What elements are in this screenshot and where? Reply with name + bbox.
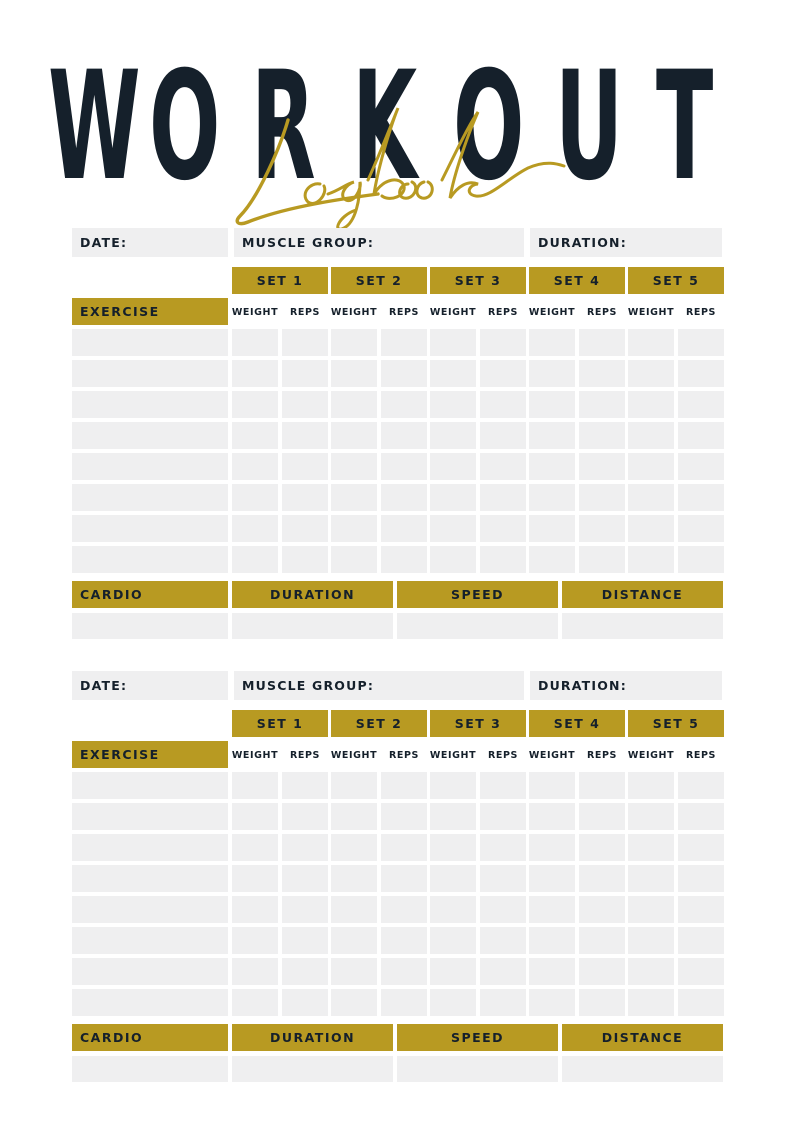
reps-cell[interactable] <box>678 422 724 449</box>
weight-column-label: WEIGHT <box>528 306 576 318</box>
weight-cell[interactable] <box>430 453 476 480</box>
reps-column-label: REPS <box>586 749 617 761</box>
reps-cell[interactable] <box>381 484 427 511</box>
weight-cell[interactable] <box>331 484 377 511</box>
reps-cell[interactable] <box>282 896 328 923</box>
weight-cell[interactable] <box>331 515 377 542</box>
cardio-distance-cell[interactable] <box>562 613 723 639</box>
reps-cell[interactable] <box>678 834 724 861</box>
weight-cell[interactable] <box>232 515 278 542</box>
weight-cell[interactable] <box>529 453 575 480</box>
set-header: SET 5 <box>628 710 724 737</box>
reps-cell[interactable] <box>480 515 526 542</box>
reps-column-label: REPS <box>685 306 716 318</box>
reps-cell[interactable] <box>381 896 427 923</box>
weight-cell[interactable] <box>430 865 476 892</box>
reps-cell[interactable] <box>579 989 625 1016</box>
duration-label: DURATION: <box>538 678 627 693</box>
cardio-duration-header: DURATION <box>232 581 393 608</box>
reps-cell[interactable] <box>282 329 328 356</box>
weight-column-label: WEIGHT <box>627 749 675 761</box>
weight-cell[interactable] <box>331 391 377 418</box>
reps-cell[interactable] <box>381 515 427 542</box>
weight-cell[interactable] <box>628 453 674 480</box>
weight-cell[interactable] <box>628 515 674 542</box>
reps-cell[interactable] <box>282 834 328 861</box>
weight-cell[interactable] <box>529 865 575 892</box>
reps-cell[interactable] <box>678 803 724 830</box>
reps-column-label: REPS <box>388 306 419 318</box>
reps-cell[interactable] <box>282 927 328 954</box>
reps-column-label: REPS <box>388 749 419 761</box>
cardio-duration-cell[interactable] <box>232 613 393 639</box>
reps-cell[interactable] <box>381 803 427 830</box>
weight-cell[interactable] <box>529 958 575 985</box>
reps-cell[interactable] <box>282 989 328 1016</box>
cardio-speed-header: SPEED <box>397 1024 558 1051</box>
cardio-speed-header: SPEED <box>397 581 558 608</box>
muscle-group-label: MUSCLE GROUP: <box>242 235 375 250</box>
title-letter: O <box>453 40 525 214</box>
weight-cell[interactable] <box>430 546 476 573</box>
weight-cell[interactable] <box>529 484 575 511</box>
weight-cell[interactable] <box>331 834 377 861</box>
weight-cell[interactable] <box>232 484 278 511</box>
weight-cell[interactable] <box>628 896 674 923</box>
date-label: DATE: <box>80 678 128 693</box>
weight-column-label: WEIGHT <box>627 306 675 318</box>
reps-column-label: REPS <box>289 306 320 318</box>
reps-cell[interactable] <box>579 927 625 954</box>
weight-cell[interactable] <box>232 329 278 356</box>
reps-column-label: REPS <box>487 749 518 761</box>
reps-cell[interactable] <box>579 453 625 480</box>
reps-cell[interactable] <box>381 422 427 449</box>
weight-cell[interactable] <box>430 896 476 923</box>
weight-cell[interactable] <box>628 958 674 985</box>
reps-cell[interactable] <box>381 989 427 1016</box>
reps-cell[interactable] <box>480 391 526 418</box>
weight-cell[interactable] <box>529 772 575 799</box>
reps-cell[interactable] <box>480 484 526 511</box>
weight-column-label: WEIGHT <box>231 749 279 761</box>
weight-cell[interactable] <box>430 484 476 511</box>
reps-cell[interactable] <box>381 865 427 892</box>
reps-cell[interactable] <box>480 896 526 923</box>
reps-cell[interactable] <box>480 989 526 1016</box>
reps-cell[interactable] <box>678 896 724 923</box>
weight-cell[interactable] <box>430 958 476 985</box>
set-header: SET 5 <box>628 267 724 294</box>
weight-cell[interactable] <box>529 896 575 923</box>
weight-cell[interactable] <box>331 927 377 954</box>
weight-cell[interactable] <box>628 391 674 418</box>
reps-cell[interactable] <box>678 515 724 542</box>
reps-cell[interactable] <box>678 772 724 799</box>
reps-cell[interactable] <box>678 958 724 985</box>
muscle-group-label: MUSCLE GROUP: <box>242 678 375 693</box>
cardio-distance-header: DISTANCE <box>562 1024 723 1051</box>
set-header: SET 3 <box>430 710 526 737</box>
title-letter: T <box>655 40 714 214</box>
cardio-duration-cell[interactable] <box>232 1056 393 1082</box>
weight-cell[interactable] <box>331 546 377 573</box>
set-header: SET 2 <box>331 710 427 737</box>
weight-cell[interactable] <box>529 834 575 861</box>
reps-column-label: REPS <box>586 306 617 318</box>
weight-cell[interactable] <box>430 927 476 954</box>
exercise-name-cell[interactable] <box>72 515 228 542</box>
exercise-name-cell[interactable] <box>72 360 228 387</box>
reps-cell[interactable] <box>282 546 328 573</box>
reps-cell[interactable] <box>579 360 625 387</box>
weight-cell[interactable] <box>628 422 674 449</box>
reps-column-label: REPS <box>487 306 518 318</box>
cardio-header: CARDIO <box>72 581 228 608</box>
weight-cell[interactable] <box>628 834 674 861</box>
cardio-cell[interactable] <box>72 1056 228 1082</box>
weight-column-label: WEIGHT <box>528 749 576 761</box>
weight-cell[interactable] <box>232 546 278 573</box>
reps-cell[interactable] <box>480 958 526 985</box>
weight-cell[interactable] <box>529 360 575 387</box>
reps-cell[interactable] <box>480 772 526 799</box>
weight-cell[interactable] <box>232 422 278 449</box>
reps-cell[interactable] <box>282 865 328 892</box>
reps-cell[interactable] <box>381 927 427 954</box>
weight-cell[interactable] <box>628 772 674 799</box>
weight-column-label: WEIGHT <box>429 749 477 761</box>
reps-cell[interactable] <box>381 329 427 356</box>
set-header: SET 4 <box>529 710 625 737</box>
weight-cell[interactable] <box>430 391 476 418</box>
cardio-speed-cell[interactable] <box>397 1056 558 1082</box>
reps-cell[interactable] <box>381 453 427 480</box>
weight-cell[interactable] <box>232 772 278 799</box>
title-letter: K <box>351 40 418 214</box>
exercise-name-cell[interactable] <box>72 865 228 892</box>
weight-cell[interactable] <box>331 360 377 387</box>
weight-cell[interactable] <box>331 896 377 923</box>
reps-cell[interactable] <box>678 989 724 1016</box>
weight-column-label: WEIGHT <box>330 749 378 761</box>
reps-cell[interactable] <box>579 772 625 799</box>
date-label: DATE: <box>80 235 128 250</box>
reps-cell[interactable] <box>678 391 724 418</box>
reps-column-label: REPS <box>289 749 320 761</box>
exercise-name-cell[interactable] <box>72 834 228 861</box>
weight-cell[interactable] <box>331 803 377 830</box>
cardio-duration-header: DURATION <box>232 1024 393 1051</box>
duration-label: DURATION: <box>538 235 627 250</box>
cardio-distance-cell[interactable] <box>562 1056 723 1082</box>
weight-cell[interactable] <box>529 546 575 573</box>
weight-column-label: WEIGHT <box>231 306 279 318</box>
weight-cell[interactable] <box>430 360 476 387</box>
reps-cell[interactable] <box>579 391 625 418</box>
reps-cell[interactable] <box>282 515 328 542</box>
exercise-name-cell[interactable] <box>72 803 228 830</box>
reps-cell[interactable] <box>579 484 625 511</box>
weight-cell[interactable] <box>331 989 377 1016</box>
set-header: SET 1 <box>232 267 328 294</box>
reps-cell[interactable] <box>678 927 724 954</box>
weight-cell[interactable] <box>628 865 674 892</box>
weight-cell[interactable] <box>430 329 476 356</box>
reps-cell[interactable] <box>480 546 526 573</box>
weight-cell[interactable] <box>232 453 278 480</box>
weight-cell[interactable] <box>331 453 377 480</box>
reps-cell[interactable] <box>282 422 328 449</box>
weight-cell[interactable] <box>232 989 278 1016</box>
exercise-name-cell[interactable] <box>72 958 228 985</box>
reps-cell[interactable] <box>480 360 526 387</box>
reps-cell[interactable] <box>282 958 328 985</box>
weight-cell[interactable] <box>529 927 575 954</box>
title-letter: U <box>554 40 623 214</box>
reps-cell[interactable] <box>579 865 625 892</box>
exercise-header: EXERCISE <box>72 298 228 325</box>
cardio-cell[interactable] <box>72 613 228 639</box>
exercise-name-cell[interactable] <box>72 453 228 480</box>
weight-cell[interactable] <box>232 927 278 954</box>
exercise-header: EXERCISE <box>72 741 228 768</box>
reps-cell[interactable] <box>282 360 328 387</box>
weight-cell[interactable] <box>628 803 674 830</box>
weight-cell[interactable] <box>232 834 278 861</box>
reps-cell[interactable] <box>282 803 328 830</box>
weight-cell[interactable] <box>430 989 476 1016</box>
weight-cell[interactable] <box>430 803 476 830</box>
set-header: SET 1 <box>232 710 328 737</box>
weight-cell[interactable] <box>430 515 476 542</box>
reps-cell[interactable] <box>480 453 526 480</box>
weight-cell[interactable] <box>331 772 377 799</box>
reps-cell[interactable] <box>381 391 427 418</box>
weight-cell[interactable] <box>232 896 278 923</box>
reps-cell[interactable] <box>282 484 328 511</box>
reps-cell[interactable] <box>579 896 625 923</box>
cardio-header: CARDIO <box>72 1024 228 1051</box>
reps-cell[interactable] <box>579 515 625 542</box>
logbook-script-title <box>228 98 572 238</box>
reps-cell[interactable] <box>282 391 328 418</box>
reps-cell[interactable] <box>480 422 526 449</box>
title-letter: O <box>149 40 221 214</box>
reps-cell[interactable] <box>480 329 526 356</box>
set-header: SET 2 <box>331 267 427 294</box>
reps-cell[interactable] <box>381 360 427 387</box>
exercise-name-cell[interactable] <box>72 772 228 799</box>
weight-cell[interactable] <box>430 834 476 861</box>
reps-cell[interactable] <box>381 958 427 985</box>
weight-cell[interactable] <box>628 360 674 387</box>
weight-column-label: WEIGHT <box>429 306 477 318</box>
weight-cell[interactable] <box>232 391 278 418</box>
weight-cell[interactable] <box>628 484 674 511</box>
exercise-name-cell[interactable] <box>72 329 228 356</box>
weight-cell[interactable] <box>529 391 575 418</box>
reps-cell[interactable] <box>381 834 427 861</box>
weight-cell[interactable] <box>232 865 278 892</box>
weight-cell[interactable] <box>232 360 278 387</box>
weight-cell[interactable] <box>331 865 377 892</box>
reps-cell[interactable] <box>282 772 328 799</box>
reps-cell[interactable] <box>579 422 625 449</box>
exercise-name-cell[interactable] <box>72 927 228 954</box>
cardio-distance-header: DISTANCE <box>562 581 723 608</box>
reps-cell[interactable] <box>579 834 625 861</box>
weight-cell[interactable] <box>430 422 476 449</box>
reps-cell[interactable] <box>381 546 427 573</box>
reps-cell[interactable] <box>678 360 724 387</box>
reps-cell[interactable] <box>579 958 625 985</box>
exercise-name-cell[interactable] <box>72 391 228 418</box>
reps-cell[interactable] <box>381 772 427 799</box>
reps-cell[interactable] <box>678 329 724 356</box>
reps-cell[interactable] <box>579 546 625 573</box>
reps-cell[interactable] <box>480 834 526 861</box>
title-letter: W <box>48 40 141 214</box>
exercise-name-cell[interactable] <box>72 896 228 923</box>
title-letter: R <box>250 40 316 214</box>
set-header: SET 3 <box>430 267 526 294</box>
weight-cell[interactable] <box>232 958 278 985</box>
reps-cell[interactable] <box>678 865 724 892</box>
exercise-name-cell[interactable] <box>72 989 228 1016</box>
weight-cell[interactable] <box>529 422 575 449</box>
reps-cell[interactable] <box>480 927 526 954</box>
reps-cell[interactable] <box>282 453 328 480</box>
weight-cell[interactable] <box>331 958 377 985</box>
weight-cell[interactable] <box>529 329 575 356</box>
set-header: SET 4 <box>529 267 625 294</box>
weight-cell[interactable] <box>232 803 278 830</box>
weight-cell[interactable] <box>529 515 575 542</box>
weight-cell[interactable] <box>628 989 674 1016</box>
weight-cell[interactable] <box>628 329 674 356</box>
reps-column-label: REPS <box>685 749 716 761</box>
weight-column-label: WEIGHT <box>330 306 378 318</box>
weight-cell[interactable] <box>331 422 377 449</box>
reps-cell[interactable] <box>678 484 724 511</box>
weight-cell[interactable] <box>628 927 674 954</box>
reps-cell[interactable] <box>579 329 625 356</box>
exercise-name-cell[interactable] <box>72 484 228 511</box>
reps-cell[interactable] <box>480 803 526 830</box>
weight-cell[interactable] <box>529 803 575 830</box>
reps-cell[interactable] <box>678 546 724 573</box>
reps-cell[interactable] <box>480 865 526 892</box>
weight-cell[interactable] <box>331 329 377 356</box>
cardio-speed-cell[interactable] <box>397 613 558 639</box>
reps-cell[interactable] <box>579 803 625 830</box>
exercise-name-cell[interactable] <box>72 422 228 449</box>
weight-cell[interactable] <box>628 546 674 573</box>
reps-cell[interactable] <box>678 453 724 480</box>
weight-cell[interactable] <box>529 989 575 1016</box>
exercise-name-cell[interactable] <box>72 546 228 573</box>
weight-cell[interactable] <box>430 772 476 799</box>
